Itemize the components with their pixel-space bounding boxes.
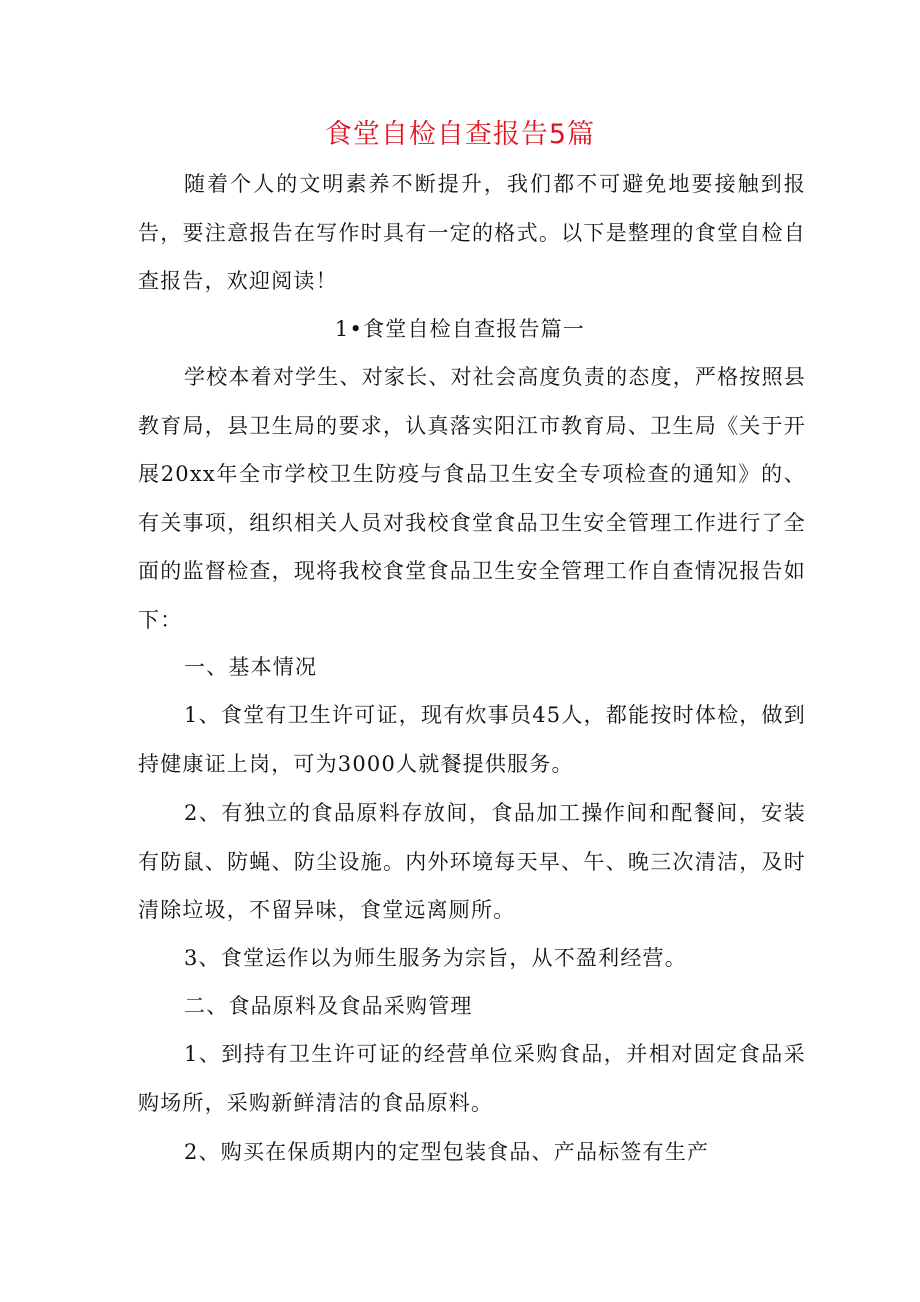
document-title: 食堂自检自查报告5篇 [324,119,596,150]
heading-basic-situation: 一、基本情况 [184,655,318,679]
section-heading: 1•食堂自检自查报告篇一 [334,317,586,341]
heading-food-purchase: 二、食品原料及食品采购管理 [184,994,473,1018]
purchase-item-1: 1、到持有卫生许可证的经营单位采购食品，并相对固定食品采购场所，采购新鲜清洁的食品原料。 [138,1042,806,1115]
intro-paragraph: 随着个人的文明素养不断提升，我们都不可避免地要接触到报告，要注意报告在写作时具有一定的格式。以下是整理的食堂自检自查报告，欢迎阅读！ [138,172,806,293]
section-intro-paragraph: 学校本着对学生、对家长、对社会高度负责的态度，严格按照县教育局，县卫生局的要求，认真落实阳江市教育局、卫生局《关于开展20xx年全市学校卫生防疫与食品卫生安全专项检查的通知》的、有关事项，组织相关人员对我校食堂食品卫生安全管理工作进行了全面的监督检查，现将我校食堂食品卫生安全管理工作自查情况报告如下： [138,365,806,632]
basic-item-3: 3、食堂运作以为师生服务为宗旨，从不盈利经营。 [184,946,687,970]
purchase-item-2: 2、购买在保质期内的定型包装食品、产品标签有生产 [184,1140,710,1164]
basic-item-1: 1、食堂有卫生许可证，现有炊事员45人，都能按时体检，做到持健康证上岗，可为3000人就餐提供服务。 [138,703,806,776]
basic-item-2: 2、有独立的食品原料存放间，食品加工操作间和配餐间，安装有防鼠、防蝇、防尘设施。内外环境每天早、午、晚三次清洁，及时清除垃圾，不留异味，食堂远离厕所。 [138,801,806,922]
